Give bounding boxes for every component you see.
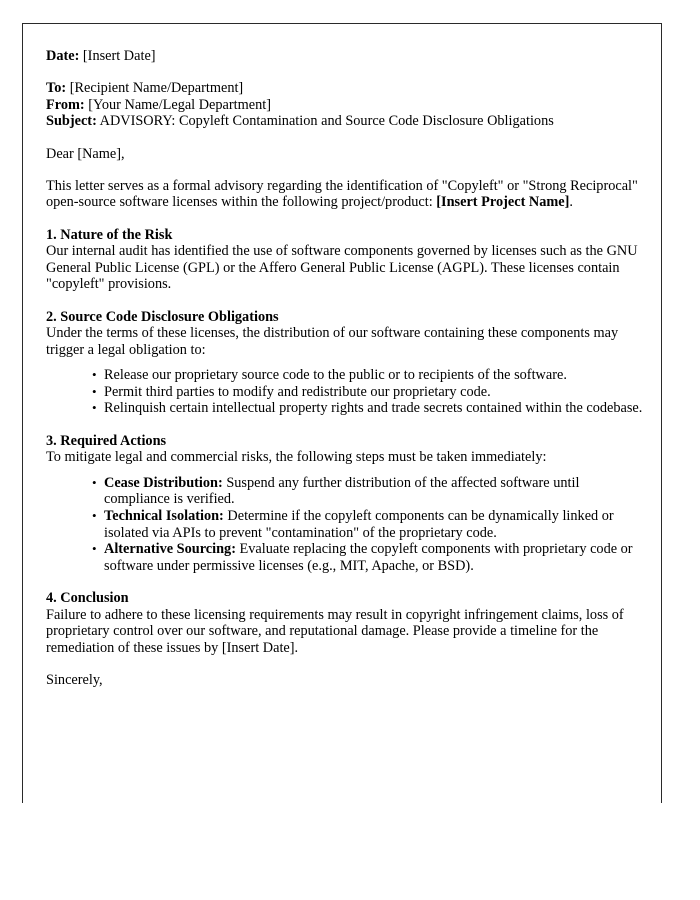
section-2-bullet-list: [46, 367, 643, 417]
date-value: [Insert Date]: [82, 48, 156, 64]
list-item: [92, 508, 643, 541]
section-heading-4: 4. Conclusion: [46, 590, 129, 607]
intro-paragraph: [46, 178, 643, 211]
list-item-lead: Technical Isolation:: [104, 508, 224, 525]
from-value: [Your Name/Legal Department]: [88, 96, 271, 113]
section-heading-1: 1. Nature of the Risk: [46, 226, 173, 243]
spacer: [46, 574, 643, 590]
project-name-placeholder: [Insert Project Name]: [436, 194, 570, 211]
list-item: [92, 400, 643, 417]
to-label: To:: [46, 80, 67, 97]
section-3-bullet-list: [46, 475, 643, 575]
intro-text-after: .: [569, 194, 573, 211]
from-line: [46, 97, 643, 113]
document-body: [23, 24, 661, 689]
list-item-text: Relinquish certain intellectual property rights and trade secrets contained within the codebase.: [104, 400, 643, 417]
spacer: [46, 417, 643, 433]
list-item: [92, 541, 643, 574]
list-item: [92, 475, 643, 508]
spacer: [46, 656, 643, 672]
section-body-3: To mitigate legal and commercial risks, the following steps must be taken immediately:: [46, 449, 547, 466]
spacer: [46, 293, 643, 309]
list-item-lead: Alternative Sourcing:: [104, 541, 236, 558]
subject-line: [46, 113, 643, 129]
date-line: [46, 48, 643, 64]
list-item-text: Determine if the copyleft components can be dynamically linked or isolated via APIs to prevent "contamination" of the proprietary code.: [104, 508, 614, 541]
closing-line: Sincerely,: [46, 672, 103, 689]
section-body-4: Failure to adhere to these licensing requirements may result in copyright infringement claims, loss of proprietary control over our software, and reputational damage. Please provide a timeline for the remediation of these issues by [Insert Date].: [46, 607, 624, 656]
section-heading-2: 2. Source Code Disclosure Obligations: [46, 308, 279, 325]
section-body-1: Our internal audit has identified the use of software components governed by licenses such as the GNU General Public License (GPL) or the Affero General Public License (AGPL). These licenses contain "copyleft" provisions.: [46, 243, 638, 293]
section-body-2: Under the terms of these licenses, the distribution of our software containing these components may trigger a legal obligation to:: [46, 325, 619, 358]
spacer: [46, 64, 643, 80]
list-item-lead: Cease Distribution:: [104, 474, 223, 491]
subject-label: Subject:: [46, 113, 97, 130]
date-label: Date:: [46, 48, 80, 64]
subject-value: ADVISORY: Copyleft Contamination and Source Code Disclosure Obligations: [99, 113, 554, 130]
list-item: [92, 384, 643, 401]
spacer: [46, 162, 643, 178]
from-label: From:: [46, 96, 85, 113]
salutation: Dear [Name],: [46, 145, 125, 162]
list-item-text: Suspend any further distribution of the affected software until compliance is verified.: [104, 474, 580, 508]
spacer: [46, 358, 643, 367]
list-item-text: Evaluate replacing the copyleft components with proprietary code or software under permissive licenses (e.g., MIT, Apache, or BSD).: [104, 541, 633, 574]
list-item-text: Release our proprietary source code to the public or to recipients of the software.: [104, 367, 567, 384]
spacer: [46, 466, 643, 475]
list-item: [92, 367, 643, 384]
list-item-text: Permit third parties to modify and redistribute our proprietary code.: [104, 383, 491, 400]
intro-text-before: This letter serves as a formal advisory regarding the identification of "Copyleft" or "Strong Reciprocal" open-source software licenses within the following project/product:: [46, 178, 638, 211]
to-value: [Recipient Name/Department]: [69, 80, 244, 97]
to-line: [46, 80, 643, 96]
spacer: [46, 130, 643, 146]
spacer: [46, 211, 643, 227]
section-heading-3: 3. Required Actions: [46, 432, 167, 449]
document-page: [22, 23, 662, 803]
